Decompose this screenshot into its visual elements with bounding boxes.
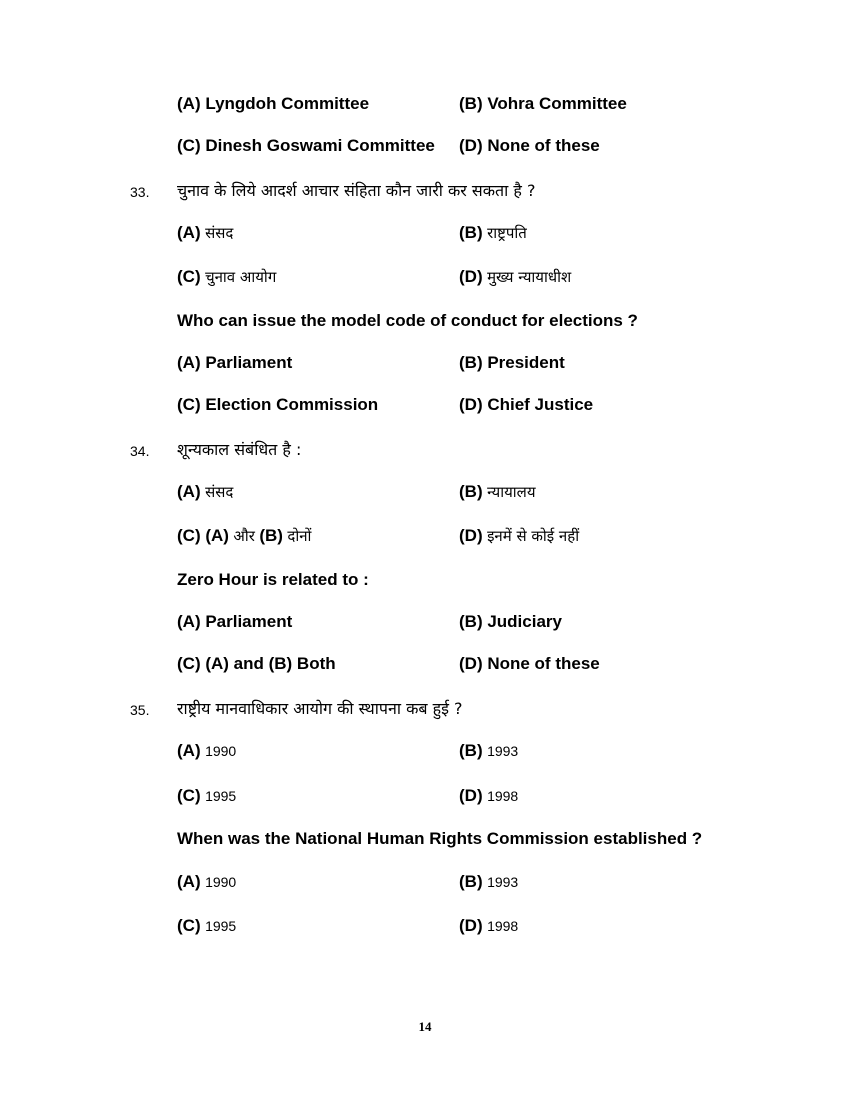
question-33-english [0, 307, 850, 337]
option-b [459, 741, 518, 761]
option-a [177, 741, 236, 761]
option-text: 1995 [205, 918, 237, 934]
option-label: (A) [177, 223, 201, 242]
question-35-hindi-options-row-2 [0, 782, 850, 812]
question-33-hindi-options-row-2 [0, 263, 850, 293]
page-number: 14 [418, 1019, 432, 1034]
option-label: (D) [459, 267, 483, 286]
question-34-english [0, 566, 850, 596]
option-label: (D) [459, 916, 483, 935]
option-label: (B) [459, 872, 483, 891]
option-text: 1993 [487, 874, 519, 890]
question-33-hindi-options-row-1 [0, 219, 850, 249]
question-text-hindi: राष्ट्रीय मानवाधिकार आयोग की स्थापना कब हुई ? [177, 699, 463, 718]
question-text-english: When was the National Human Rights Commission established ? [177, 829, 703, 848]
question-33-hindi [0, 175, 850, 205]
option-a: (A) Lyngdoh Committee [177, 94, 370, 113]
option-d [459, 916, 518, 936]
option-text: 1990 [205, 743, 237, 759]
option-label: (C) [177, 267, 201, 286]
option-text-2: दोनों [287, 527, 312, 545]
option-text: मुख्य न्यायाधीश [487, 268, 572, 286]
question-number: 35. [130, 702, 150, 718]
option-label-2: (B) [259, 526, 283, 545]
question-34-hindi [0, 434, 850, 464]
question-34-english-options-row-2 [0, 650, 850, 680]
prev-question-options-row-2 [0, 132, 850, 162]
option-c [177, 916, 236, 936]
question-35-english-options-row-2 [0, 912, 850, 942]
option-text: न्यायालय [487, 483, 536, 501]
option-c: (C) (A) and (B) Both [177, 654, 336, 673]
option-text: 1990 [205, 874, 237, 890]
question-number: 33. [130, 184, 150, 200]
question-number: 34. [130, 443, 150, 459]
option-label: (C) (A) [177, 526, 229, 545]
option-label: (A) [177, 741, 201, 760]
question-35-hindi [0, 693, 850, 723]
option-label: (A) [177, 872, 201, 891]
question-35-hindi-options-row-1 [0, 737, 850, 767]
option-label: (D) [459, 786, 483, 805]
option-b: (B) President [459, 353, 565, 372]
question-35-english [0, 825, 850, 855]
question-text-english: Zero Hour is related to : [177, 570, 369, 589]
option-text: 1993 [487, 743, 519, 759]
question-34-hindi-options-row-1 [0, 478, 850, 508]
option-c [177, 526, 311, 546]
option-label: (A) [177, 482, 201, 501]
option-d [459, 526, 579, 546]
option-c: (C) Dinesh Goswami Committee [177, 136, 435, 155]
option-text: संसद [205, 483, 234, 501]
option-text: राष्ट्रपति [487, 224, 527, 242]
question-35-english-options-row-1 [0, 868, 850, 898]
option-text: इनमें से कोई नहीं [487, 527, 580, 545]
question-34-english-options-row-1 [0, 608, 850, 638]
option-a [177, 482, 233, 502]
option-b: (B) Judiciary [459, 612, 562, 631]
option-label: (B) [459, 482, 483, 501]
option-text: संसद [205, 224, 234, 242]
option-text: और [233, 527, 255, 545]
question-33-english-options-row-1 [0, 349, 850, 379]
option-label: (B) [459, 223, 483, 242]
question-34-hindi-options-row-2 [0, 522, 850, 552]
option-text: 1998 [487, 918, 519, 934]
option-b [459, 223, 527, 243]
option-d: (D) None of these [459, 136, 600, 155]
option-label: (C) [177, 916, 201, 935]
option-b: (B) Vohra Committee [459, 94, 627, 113]
option-a: (A) Parliament [177, 612, 293, 631]
question-text-english: Who can issue the model code of conduct for elections ? [177, 311, 638, 330]
question-33-english-options-row-2 [0, 391, 850, 421]
option-d: (D) Chief Justice [459, 395, 594, 414]
question-text-hindi: शून्यकाल संबंधित है : [177, 440, 302, 459]
option-a [177, 223, 233, 243]
option-a: (A) Parliament [177, 353, 293, 372]
option-text: चुनाव आयोग [205, 268, 277, 286]
option-c [177, 786, 236, 806]
option-d [459, 786, 518, 806]
option-d [459, 267, 571, 287]
option-d: (D) None of these [459, 654, 600, 673]
option-label: (B) [459, 741, 483, 760]
option-text: 1995 [205, 788, 237, 804]
option-label: (C) [177, 786, 201, 805]
option-b [459, 482, 536, 502]
option-c: (C) Election Commission [177, 395, 379, 414]
option-c [177, 267, 276, 287]
prev-question-options-row-1 [0, 90, 850, 120]
option-a [177, 872, 236, 892]
option-text: 1998 [487, 788, 519, 804]
option-label: (D) [459, 526, 483, 545]
option-b [459, 872, 518, 892]
question-text-hindi: चुनाव के लिये आदर्श आचार संहिता कौन जारी कर सकता है ? [177, 181, 536, 200]
